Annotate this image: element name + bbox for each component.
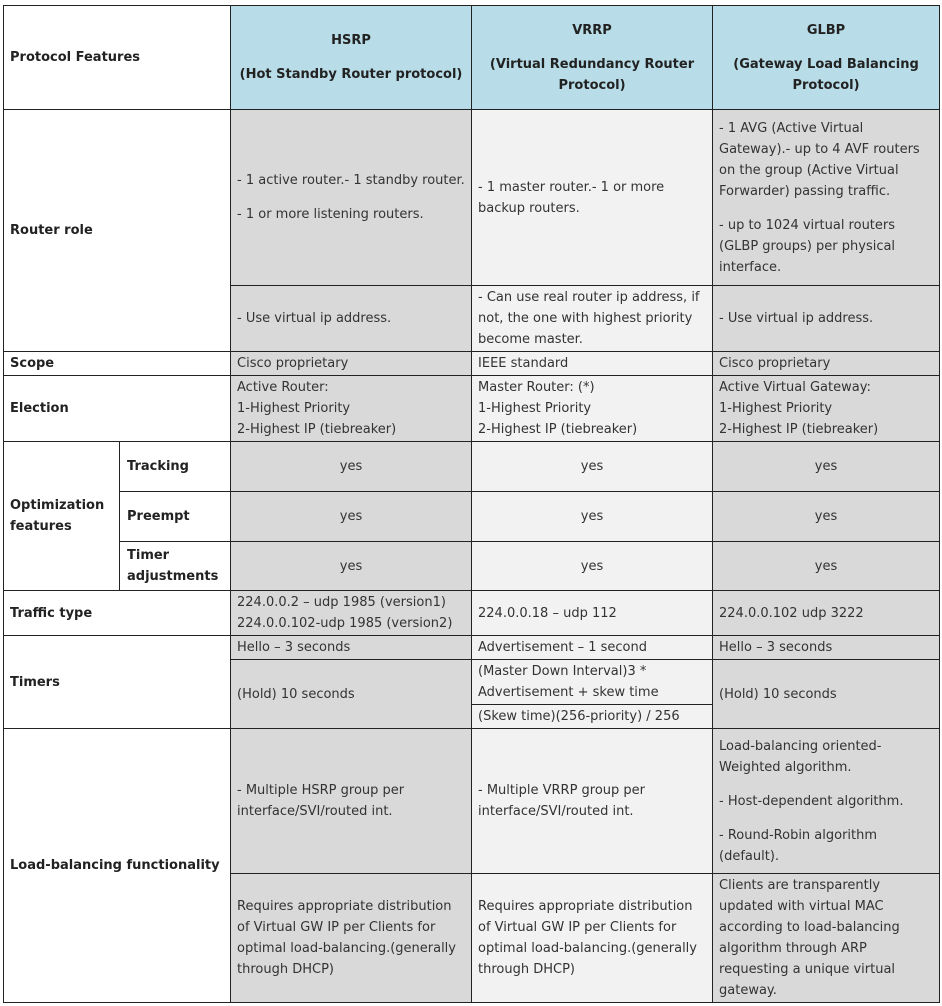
timer-adjustments-label: Timer adjustments (120, 542, 231, 591)
router-role-glbp-text-a: - 1 AVG (Active Virtual Gateway).- up to 4 AVF routers on the group (Active Virtual Forwarder) passing traffic. (719, 120, 920, 199)
load-balancing-row-1 (4, 729, 940, 874)
timer-adjustments-glbp: yes (713, 542, 940, 591)
router-role-label: Router role (4, 110, 231, 352)
router-role-glbp-text-b: - up to 1024 virtual routers (GLBP groups) per physical interface. (719, 217, 896, 275)
election-glbp-line: Active Virtual Gateway: (719, 380, 871, 395)
election-label: Election (4, 376, 231, 442)
election-glbp-line: 2-Highest IP (tiebreaker) (719, 422, 879, 437)
lb-glbp-2: Clients are transparently updated with virtual MAC according to load-balancing algorithm through ARP requesting a unique virtual gateway. (713, 874, 940, 1003)
scope-label: Scope (4, 352, 231, 376)
preempt-hsrp: yes (231, 492, 472, 542)
timers-glbp-hold: (Hold) 10 seconds (713, 660, 940, 729)
traffic-vrrp: 224.0.0.18 – udp 112 (472, 591, 713, 636)
lb-glbp-host-dependent: - Host-dependent algorithm. (719, 793, 904, 809)
router-role-hsrp-2: - Use virtual ip address. (231, 286, 472, 352)
router-role-hsrp-1 (231, 110, 472, 286)
router-role-hsrp-text-b: - 1 or more listening routers. (237, 207, 424, 222)
scope-vrrp: IEEE standard (472, 352, 713, 376)
lb-vrrp-1: - Multiple VRRP group per interface/SVI/routed int. (472, 729, 713, 874)
preempt-vrrp: yes (472, 492, 713, 542)
tracking-hsrp: yes (231, 442, 472, 492)
scope-hsrp: Cisco proprietary (231, 352, 472, 376)
glbp-name: GLBP (806, 22, 846, 38)
traffic-glbp: 224.0.0.102 udp 3222 (713, 591, 940, 636)
router-role-row-1 (4, 110, 940, 286)
election-vrrp-line: 2-Highest IP (tiebreaker) (478, 422, 638, 437)
traffic-type-label: Traffic type (4, 591, 231, 636)
header-row (4, 6, 940, 110)
lb-glbp-round-robin: - Round-Robin algorithm (default). (719, 827, 878, 864)
preempt-glbp: yes (713, 492, 940, 542)
router-role-vrrp-1 (472, 110, 713, 286)
election-vrrp-line: Master Router: (*) (478, 380, 595, 395)
timers-vrrp-advertisement: Advertisement – 1 second (472, 636, 713, 660)
timers-label: Timers (4, 636, 231, 729)
scope-row (4, 352, 940, 376)
traffic-hsrp-line: 224.0.0.102-udp 1985 (version2) (237, 616, 453, 631)
timers-hsrp-hello: Hello – 3 seconds (231, 636, 472, 660)
lb-hsrp-1: - Multiple HSRP group per interface/SVI/routed int. (231, 729, 472, 874)
glbp-full-name: (Gateway Load Balancing Protocol) (733, 56, 919, 93)
vrrp-header (472, 6, 713, 110)
router-role-glbp-1 (713, 110, 940, 286)
preempt-label: Preempt (120, 492, 231, 542)
timers-glbp-hello: Hello – 3 seconds (713, 636, 940, 660)
election-row (4, 376, 940, 442)
traffic-type-row (4, 591, 940, 636)
router-role-vrrp-text: - 1 master router.- 1 or more backup routers. (478, 179, 665, 216)
timers-vrrp-skew: (Skew time)(256-priority) / 256 (472, 705, 713, 729)
tracking-vrrp: yes (472, 442, 713, 492)
election-hsrp-line: 2-Highest IP (tiebreaker) (237, 422, 397, 437)
hsrp-name: HSRP (331, 33, 371, 48)
router-role-glbp-2: - Use virtual ip address. (713, 286, 940, 352)
lb-hsrp-2: Requires appropriate distribution of Virtual GW IP per Clients for optimal load-balancing.(generally through DHCP) (231, 874, 472, 1003)
router-role-vrrp-2: - Can use real router ip address, if not, the one with highest priority become master. (472, 286, 713, 352)
election-vrrp-line: 1-Highest Priority (478, 401, 592, 416)
protocol-features-label: Protocol Features (10, 50, 141, 65)
optimization-row-preempt (4, 492, 940, 542)
timer-adjustments-hsrp: yes (231, 542, 472, 591)
hsrp-full-name: (Hot Standby Router protocol) (239, 67, 463, 82)
election-hsrp-line: 1-Highest Priority (237, 401, 351, 416)
optimization-label: Optimization features (4, 442, 120, 591)
election-glbp (713, 376, 940, 442)
load-balancing-label: Load-balancing functionality (4, 729, 231, 1003)
glbp-header (713, 6, 940, 110)
traffic-hsrp-line: 224.0.0.2 – udp 1985 (version1) (237, 595, 446, 610)
traffic-hsrp (231, 591, 472, 636)
timers-row-1 (4, 636, 940, 660)
lb-glbp-weighted: Load-balancing oriented- Weighted algorithm. (719, 738, 882, 775)
tracking-label: Tracking (120, 442, 231, 492)
timers-hsrp-hold: (Hold) 10 seconds (231, 660, 472, 729)
scope-glbp: Cisco proprietary (713, 352, 940, 376)
router-role-hsrp-text-a: - 1 active router.- 1 standby router. (237, 173, 465, 188)
election-glbp-line: 1-Highest Priority (719, 401, 833, 416)
protocol-features-header (4, 6, 231, 110)
protocol-comparison-table (3, 5, 940, 1003)
timers-vrrp-master-down: (Master Down Interval)3 * Advertisement + skew time (472, 660, 713, 705)
timer-adjustments-vrrp: yes (472, 542, 713, 591)
optimization-row-tracking (4, 442, 940, 492)
election-hsrp-line: Active Router: (237, 380, 329, 395)
vrrp-name: VRRP (572, 22, 612, 38)
vrrp-full-name: (Virtual Redundancy Router Protocol) (489, 56, 695, 93)
election-vrrp (472, 376, 713, 442)
lb-glbp-1 (713, 729, 940, 874)
hsrp-header (231, 6, 472, 110)
optimization-row-timer (4, 542, 940, 591)
lb-vrrp-2: Requires appropriate distribution of Virtual GW IP per Clients for optimal load-balancing.(generally through DHCP) (472, 874, 713, 1003)
election-hsrp (231, 376, 472, 442)
tracking-glbp: yes (713, 442, 940, 492)
